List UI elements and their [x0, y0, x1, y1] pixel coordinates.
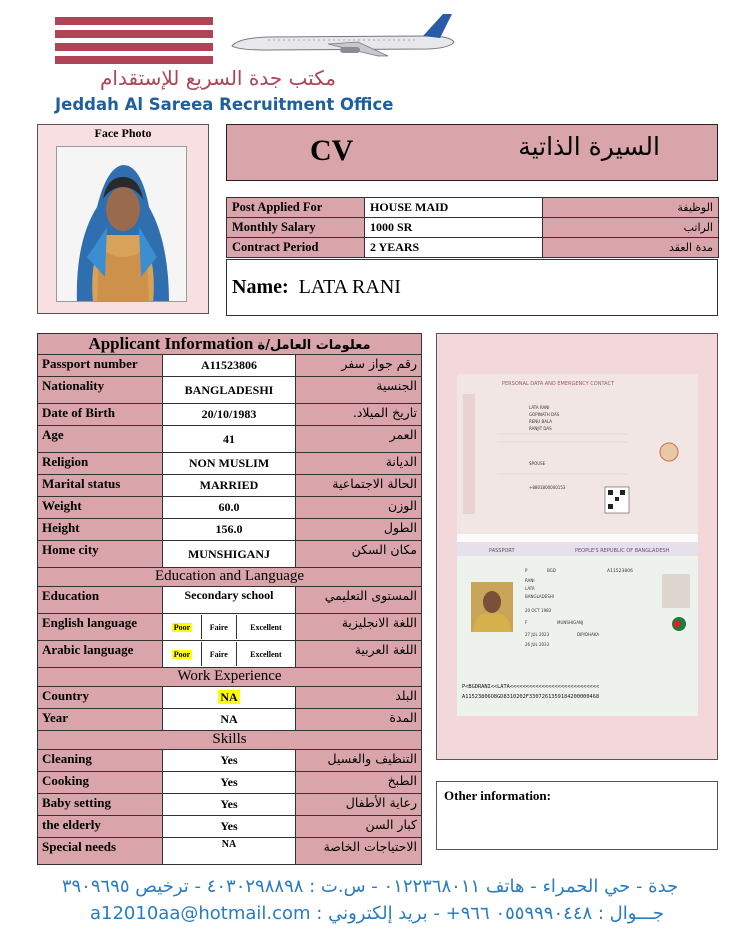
scan-issue-date: 27 JUL 2023: [525, 632, 550, 637]
skills-header-row: [38, 731, 422, 750]
table-row: [38, 641, 422, 668]
row-label: Arabic language: [38, 641, 163, 668]
row-label: Marital status: [38, 475, 163, 497]
work-header: Work Experience: [38, 668, 422, 687]
row-label: English language: [38, 614, 163, 641]
table-row: [38, 475, 422, 497]
applicant-table: [37, 333, 422, 865]
scan-father: GOPINATH DAS: [529, 412, 560, 417]
contract-row: [227, 238, 719, 258]
table-row: [38, 541, 422, 568]
cv-title-english: CV: [310, 134, 354, 167]
row-label-arabic: اللغة العربية: [296, 641, 422, 668]
airplane-icon: [228, 8, 463, 58]
footer-contact: a12010aa@hotmail.com : جـــوال : ٠٥٥٩٩٩٠٤٤٨ ٩٦٦+ - بريد إلكتروني: [90, 903, 664, 924]
table-row: [38, 794, 422, 816]
table-row: [38, 750, 422, 772]
post-row: [227, 198, 719, 218]
scan-page1-header: PERSONAL DATA AND EMERGENCY CONTACT: [502, 381, 615, 387]
office-name-english: Jeddah Al Sareea Recruitment Office: [55, 95, 394, 114]
scan-mrz-line2: A11523806O8GD8310202F3307261359184200000468: [462, 694, 600, 700]
row-label: Special needs: [38, 838, 163, 865]
other-info-label: Other information:: [444, 788, 551, 803]
row-label-arabic: رقم جواز سفر: [296, 355, 422, 377]
level-faire: Faire: [201, 615, 236, 639]
table-row: [38, 838, 422, 865]
row-label: Height: [38, 519, 163, 541]
post-label-arabic: الوظيفة: [543, 198, 719, 218]
row-label: Year: [38, 709, 163, 731]
contract-label: Contract Period: [227, 238, 365, 258]
scan-sex: F: [525, 620, 528, 625]
contract-value: 2 YEARS: [365, 238, 543, 258]
footer-address: جدة - حي الحمراء - هاتف ٠١٢٢٣٦٨٠١١ - س.ت : ٤٠٣٠٢٩٨٨٩٨ - ترخيص ٣٩٠٩٦٩٥: [61, 876, 679, 897]
row-label: Nationality: [38, 377, 163, 404]
table-row: [38, 453, 422, 475]
applicant-name: [232, 276, 401, 299]
scan-mrz-line1: P<BGDRANI<<LATA<<<<<<<<<<<<<<<<<<<<<<<<<<<<: [462, 684, 600, 690]
post-label: Post Applied For: [227, 198, 365, 218]
row-label: Baby setting: [38, 794, 163, 816]
office-name-arabic: مكتب جدة السريع للإستقدام: [100, 66, 336, 90]
level-poor: Poor: [173, 649, 191, 659]
language-levels: [163, 614, 296, 641]
table-row: [38, 355, 422, 377]
education-header-row: [38, 568, 422, 587]
applicant-header: [38, 334, 422, 355]
row-value: MARRIED: [163, 475, 296, 497]
row-value: A11523806: [163, 355, 296, 377]
scan-mother: RENU BALA: [529, 419, 553, 424]
table-row: [38, 377, 422, 404]
row-label-arabic: الوزن: [296, 497, 422, 519]
scan-dob: 20 OCT 1983: [525, 608, 552, 613]
scan-relationship: SPOUSE: [529, 461, 546, 466]
cv-title-arabic: السيرة الذاتية: [518, 132, 660, 161]
scan-country-code: BGD: [547, 568, 556, 573]
row-value: 156.0: [163, 519, 296, 541]
row-label: the elderly: [38, 816, 163, 838]
scan-type: P: [525, 568, 528, 573]
row-label: Passport number: [38, 355, 163, 377]
applicant-header-row: [38, 334, 422, 355]
row-label-arabic: البلد: [296, 687, 422, 709]
salary-label-arabic: الراتب: [543, 218, 719, 238]
work-header-row: [38, 668, 422, 687]
level-poor: Poor: [173, 622, 191, 632]
table-row: [38, 687, 422, 709]
row-value: MUNSHIGANJ: [163, 541, 296, 568]
row-label-arabic: الحالة الاجتماعية: [296, 475, 422, 497]
name-value: LATA RANI: [298, 276, 401, 298]
scan-page2-header: PEOPLE'S REPUBLIC OF BANGLADESH: [575, 548, 670, 554]
table-row: [38, 519, 422, 541]
scan-spouse: RANJIT DAS: [529, 426, 552, 431]
contract-label-arabic: مدة العقد: [543, 238, 719, 258]
row-value: Yes: [163, 750, 296, 772]
row-label-arabic: الاحتياجات الخاصة: [296, 838, 422, 865]
salary-value: 1000 SR: [365, 218, 543, 238]
row-label: Weight: [38, 497, 163, 519]
country-value: NA: [220, 690, 238, 704]
face-photo-label: Face Photo: [94, 126, 152, 140]
salary-row: [227, 218, 719, 238]
skills-header: Skills: [38, 731, 422, 750]
row-value: Yes: [163, 794, 296, 816]
table-row: [38, 587, 422, 614]
face-photo: [56, 146, 187, 302]
row-label-arabic: المستوى التعليمي: [296, 587, 422, 614]
row-value: [163, 687, 296, 709]
row-label-arabic: اللغة الانجليزية: [296, 614, 422, 641]
scan-expiry-date: 26 JUL 2033: [525, 642, 550, 647]
level-excellent: Excellent: [236, 615, 295, 639]
row-label: Date of Birth: [38, 404, 163, 426]
row-label-arabic: مكان السكن: [296, 541, 422, 568]
level-excellent: Excellent: [236, 642, 295, 666]
table-row: [38, 404, 422, 426]
passport-scan: [457, 374, 698, 716]
row-label: Cooking: [38, 772, 163, 794]
row-label: Age: [38, 426, 163, 453]
row-label-arabic: الطول: [296, 519, 422, 541]
row-value: BANGLADESHI: [163, 377, 296, 404]
row-label-arabic: تاريخ الميلاد.: [296, 404, 422, 426]
row-label-arabic: رعاية الأطفال: [296, 794, 422, 816]
applicant-header-ar: معلومات العامل/ة: [257, 338, 371, 353]
scan-passport-no: A11523806: [607, 569, 633, 574]
row-label: Home city: [38, 541, 163, 568]
scan-birthplace: MUNSHIGANJ: [557, 620, 584, 625]
language-levels: [163, 641, 296, 668]
salary-label: Monthly Salary: [227, 218, 365, 238]
row-label: Religion: [38, 453, 163, 475]
row-value: NA: [163, 838, 296, 865]
row-label-arabic: الجنسية: [296, 377, 422, 404]
row-label-arabic: المدة: [296, 709, 422, 731]
post-value: HOUSE MAID: [365, 198, 543, 218]
row-value: NA: [163, 709, 296, 731]
row-label: Education: [38, 587, 163, 614]
scan-phone: +8801800000153: [529, 485, 566, 490]
scan-nationality: BANGLADESHI: [525, 594, 554, 599]
row-value: Yes: [163, 816, 296, 838]
row-value: NON MUSLIM: [163, 453, 296, 475]
education-header: Education and Language: [38, 568, 422, 587]
row-label-arabic: التنظيف والغسيل: [296, 750, 422, 772]
row-label-arabic: كبار السن: [296, 816, 422, 838]
table-row: [38, 709, 422, 731]
row-value: 60.0: [163, 497, 296, 519]
row-value: Yes: [163, 772, 296, 794]
scan-passport-word: PASSPORT: [489, 548, 515, 554]
row-label-arabic: الديانة: [296, 453, 422, 475]
row-label-arabic: العمر: [296, 426, 422, 453]
applicant-header-en: Applicant Information: [88, 334, 254, 353]
scan-given: LATA: [525, 586, 535, 591]
row-value: 41: [163, 426, 296, 453]
row-value: Secondary school: [163, 587, 296, 614]
scan-authority: DIP/DHAKA: [577, 632, 600, 637]
scan-surname: RANI: [525, 578, 535, 583]
table-row: [38, 614, 422, 641]
table-row: [38, 816, 422, 838]
logo-stripes: [55, 17, 213, 69]
table-row: [38, 497, 422, 519]
row-label: Cleaning: [38, 750, 163, 772]
scan-name: LATA RANI: [529, 405, 550, 410]
table-row: [38, 426, 422, 453]
table-row: [38, 772, 422, 794]
row-label: Country: [38, 687, 163, 709]
row-label-arabic: الطبخ: [296, 772, 422, 794]
row-value: 20/10/1983: [163, 404, 296, 426]
level-faire: Faire: [201, 642, 236, 666]
post-table: [226, 197, 719, 258]
name-label: Name:: [232, 276, 289, 298]
